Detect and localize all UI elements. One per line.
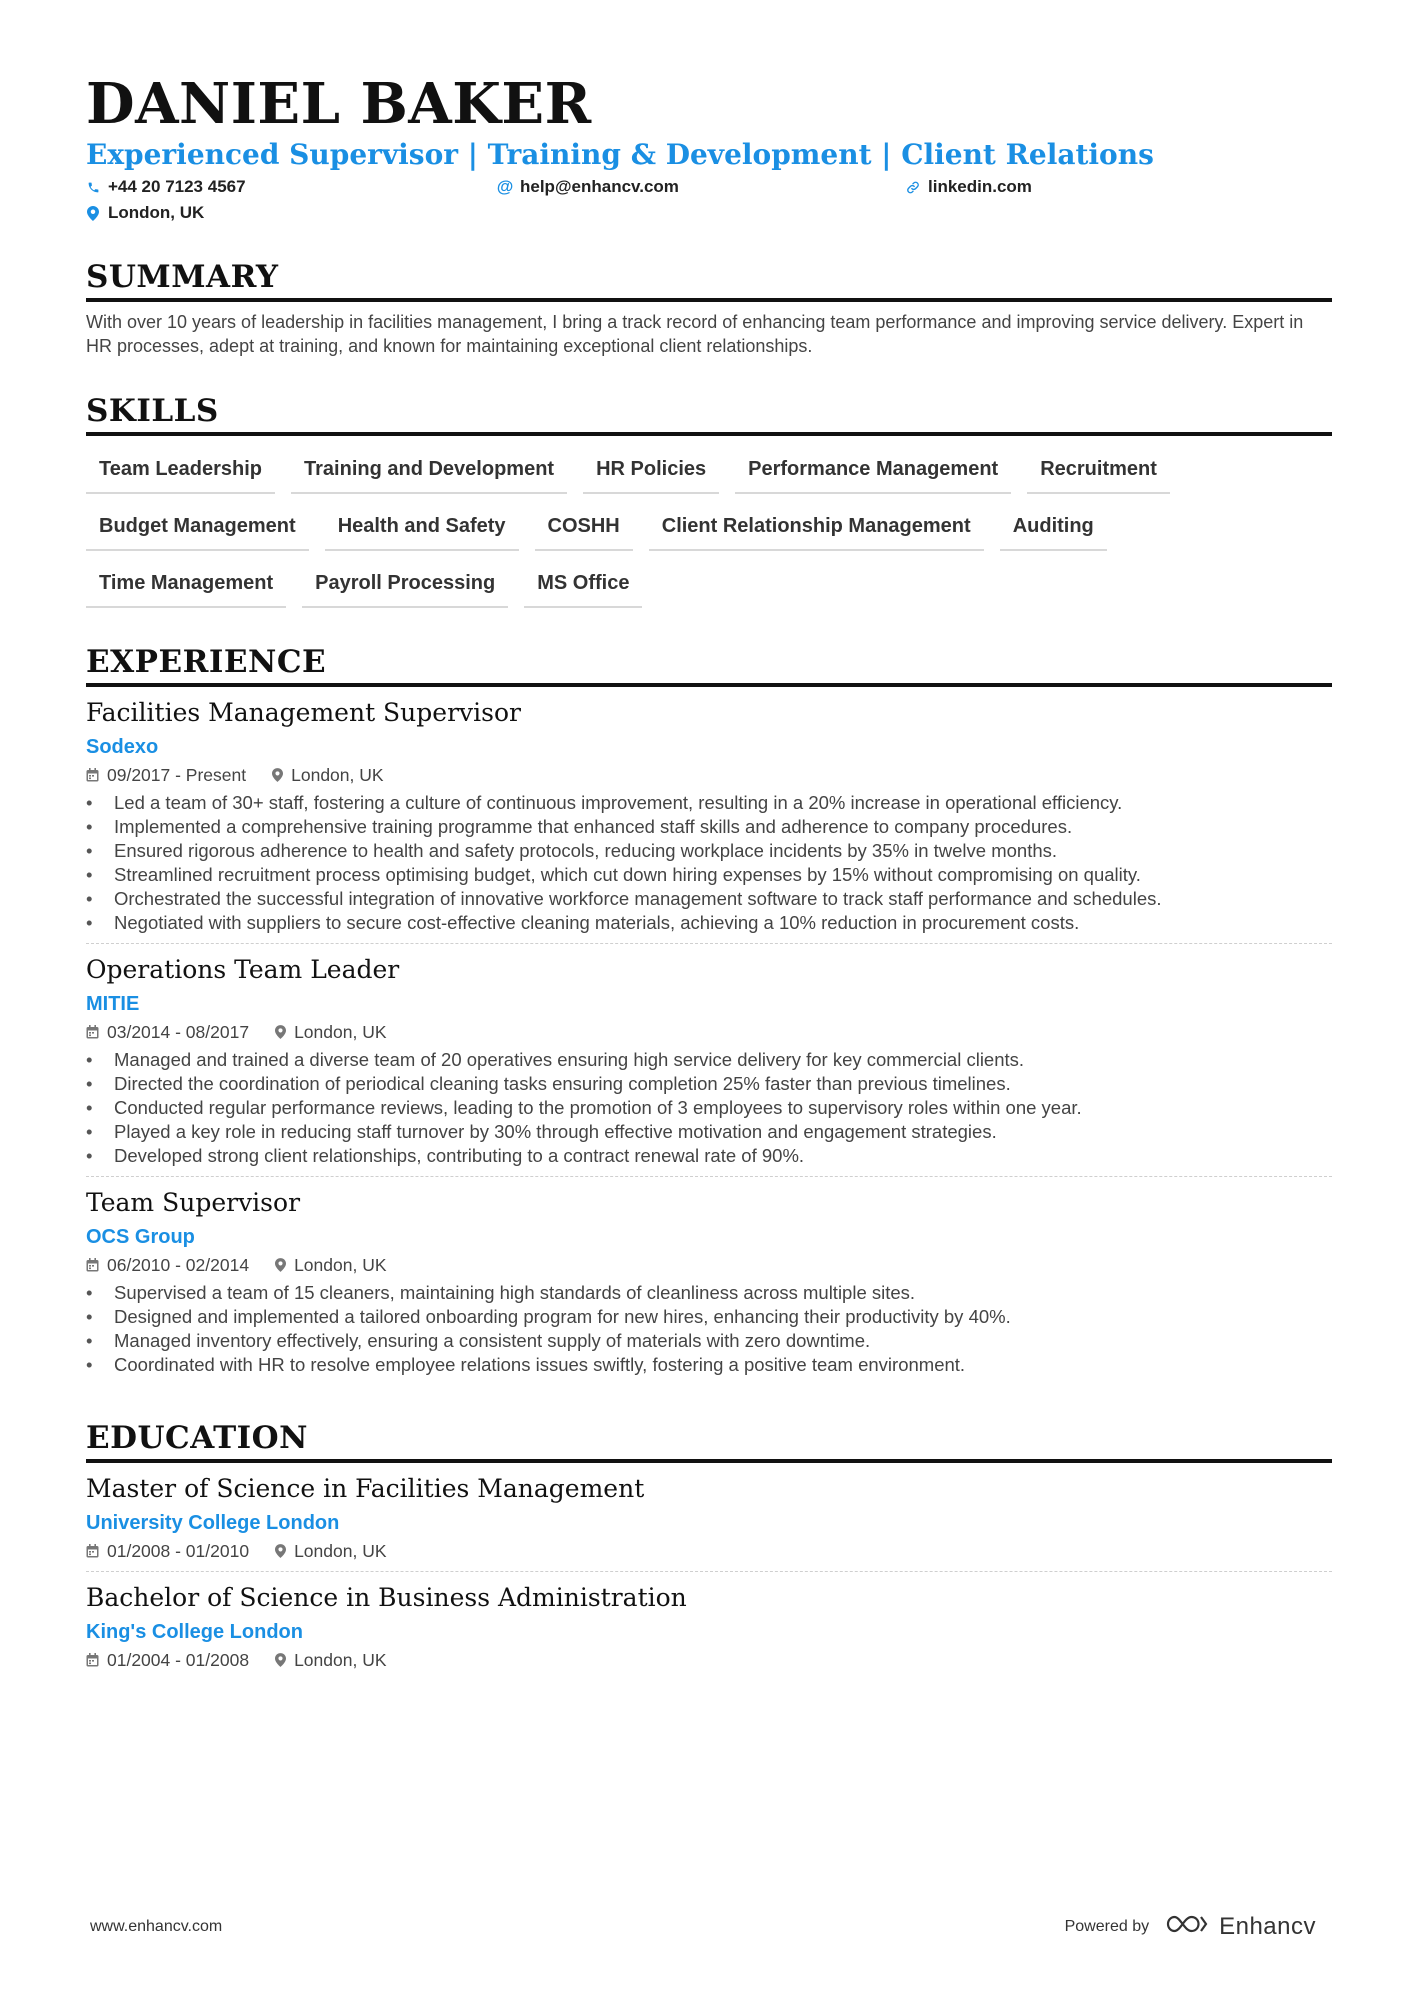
location-text: London, UK: [108, 203, 205, 222]
achievement-item: • Negotiated with suppliers to secure cost-effective cleaning materials, achieving a 10% reduction in procurement costs.: [86, 911, 1332, 935]
education-section: [86, 1419, 1332, 1680]
calendar-icon: [86, 1544, 99, 1558]
footer-url[interactable]: www.enhancv.com: [90, 1918, 223, 1935]
calendar-icon: [86, 1025, 99, 1039]
job-dates: 03/2014 - 08/2017: [107, 1022, 250, 1042]
brand-name: Enhancv: [1219, 1913, 1316, 1940]
education-entry: [86, 1463, 1332, 1572]
powered-by-label: Powered by: [1064, 1918, 1150, 1935]
skills-list: [86, 446, 1332, 617]
skill-tag: MS Office: [524, 560, 642, 608]
education-meta: [86, 1648, 1332, 1672]
degree-title: Bachelor of Science in Business Administration: [86, 1583, 687, 1612]
achievement-item: • Streamlined recruitment process optimising budget, which cut down hiring expenses by 15% without compromising on quality.: [86, 863, 1332, 887]
map-pin-icon: [275, 1653, 286, 1667]
skill-tag: Performance Management: [735, 446, 1011, 494]
achievement-item: • Managed and trained a diverse team of 20 operatives ensuring high service delivery for key commercial clients.: [86, 1048, 1332, 1072]
calendar-icon: [86, 1258, 99, 1272]
job-achievements: [86, 1048, 1332, 1168]
education-dates: 01/2004 - 01/2008: [107, 1650, 250, 1670]
contact-info: [86, 174, 1332, 230]
experience-entry: [86, 944, 1332, 1177]
achievement-item: • Directed the coordination of periodical cleaning tasks ensuring completion 25% faster than previous timelines.: [86, 1072, 1332, 1096]
experience-entry: [86, 687, 1332, 944]
candidate-name: DANIEL BAKER: [86, 71, 592, 137]
skill-tag: Team Leadership: [86, 446, 275, 494]
at-icon: @: [496, 177, 514, 196]
calendar-icon: [86, 1653, 99, 1667]
powered-by: [1065, 1912, 1316, 1943]
skill-tag: Budget Management: [86, 503, 309, 551]
skill-tag: Payroll Processing: [302, 560, 508, 608]
linkedin-text[interactable]: linkedin.com: [928, 177, 1032, 196]
map-pin-icon: [272, 768, 283, 782]
contact-phone: [86, 174, 246, 200]
job-meta: [86, 1020, 1332, 1044]
summary-title: SUMMARY: [86, 258, 1332, 302]
job-title: Facilities Management Supervisor: [86, 698, 521, 727]
job-achievements: [86, 791, 1332, 935]
skill-tag: HR Policies: [583, 446, 719, 494]
summary-text: With over 10 years of leadership in facilities management, I bring a track record of enhancing team performance and improving service delivery. Expert in HR processes, adept at training, and known for maintaining exceptional client relationships.: [86, 312, 1304, 356]
map-pin-icon: [86, 206, 100, 221]
brand-logo[interactable]: [1165, 1912, 1316, 1943]
email-text[interactable]: help@enhancv.com: [520, 177, 679, 196]
job-title: Team Supervisor: [86, 1188, 301, 1217]
skill-tag: Health and Safety: [325, 503, 519, 551]
experience-entry: [86, 1177, 1332, 1385]
achievement-item: • Conducted regular performance reviews, leading to the promotion of 3 employees to supervisory roles within one year.: [86, 1096, 1332, 1120]
degree-title: Master of Science in Facilities Management: [86, 1474, 645, 1503]
resume-header: [86, 72, 1332, 230]
phone-text: +44 20 7123 4567: [108, 177, 246, 196]
education-location: London, UK: [294, 1541, 387, 1561]
map-pin-icon: [275, 1025, 286, 1039]
education-meta: [86, 1539, 1332, 1563]
resume-page: [86, 72, 1332, 1680]
achievement-item: • Developed strong client relationships, contributing to a contract renewal rate of 90%.: [86, 1144, 1332, 1168]
skill-tag: Training and Development: [291, 446, 567, 494]
skill-tag: Time Management: [86, 560, 286, 608]
achievement-item: • Ensured rigorous adherence to health and safety protocols, reducing workplace incidents by 35% in twelve months.: [86, 839, 1332, 863]
map-pin-icon: [275, 1544, 286, 1558]
job-meta: [86, 763, 1332, 787]
achievement-item: • Managed inventory effectively, ensuring a consistent supply of materials with zero downtime.: [86, 1329, 1332, 1353]
contact-linkedin[interactable]: [906, 174, 1032, 200]
school-name: King's College London: [86, 1621, 303, 1643]
skill-tag: Recruitment: [1027, 446, 1170, 494]
skill-tag: Auditing: [1000, 503, 1107, 551]
summary-section: [86, 258, 1332, 358]
achievement-item: • Orchestrated the successful integration of innovative workforce management software to track staff performance and schedules.: [86, 887, 1332, 911]
job-meta: [86, 1253, 1332, 1277]
job-location: London, UK: [294, 1255, 387, 1275]
achievement-item: • Implemented a comprehensive training programme that enhanced staff skills and adherence to company procedures.: [86, 815, 1332, 839]
job-location: London, UK: [291, 765, 384, 785]
education-title: EDUCATION: [86, 1419, 1332, 1463]
company-name: Sodexo: [86, 736, 159, 758]
skills-section: [86, 392, 1332, 617]
contact-email[interactable]: [498, 174, 679, 200]
job-title: Operations Team Leader: [86, 955, 400, 984]
experience-title: EXPERIENCE: [86, 643, 1332, 687]
education-location: London, UK: [294, 1650, 387, 1670]
achievement-item: • Led a team of 30+ staff, fostering a culture of continuous improvement, resulting in a 20% increase in operational efficiency.: [86, 791, 1332, 815]
job-achievements: [86, 1281, 1332, 1377]
achievement-item: • Played a key role in reducing staff turnover by 30% through effective motivation and engagement strategies.: [86, 1120, 1332, 1144]
achievement-item: • Supervised a team of 15 cleaners, maintaining high standards of cleanliness across multiple sites.: [86, 1281, 1332, 1305]
enhancv-logo-icon: [1165, 1912, 1211, 1943]
experience-section: [86, 643, 1332, 1385]
skill-tag: COSHH: [535, 503, 633, 551]
contact-location: [86, 200, 204, 226]
skill-tag: Client Relationship Management: [649, 503, 984, 551]
achievement-item: • Designed and implemented a tailored onboarding program for new hires, enhancing their productivity by 40%.: [86, 1305, 1332, 1329]
job-location: London, UK: [294, 1022, 387, 1042]
link-icon: [906, 180, 920, 195]
calendar-icon: [86, 768, 99, 782]
school-name: University College London: [86, 1512, 340, 1534]
job-dates: 06/2010 - 02/2014: [107, 1255, 250, 1275]
map-pin-icon: [275, 1258, 286, 1272]
education-dates: 01/2008 - 01/2010: [107, 1541, 250, 1561]
candidate-headline: Experienced Supervisor | Training & Development | Client Relations: [86, 138, 1154, 171]
phone-icon: [86, 181, 100, 194]
company-name: MITIE: [86, 993, 140, 1015]
company-name: OCS Group: [86, 1226, 195, 1248]
page-footer: [90, 1912, 1316, 1942]
achievement-item: • Coordinated with HR to resolve employee relations issues swiftly, fostering a positive team environment.: [86, 1353, 1332, 1377]
job-dates: 09/2017 - Present: [107, 765, 247, 785]
skills-title: SKILLS: [86, 392, 1332, 436]
education-entry: [86, 1572, 1332, 1680]
